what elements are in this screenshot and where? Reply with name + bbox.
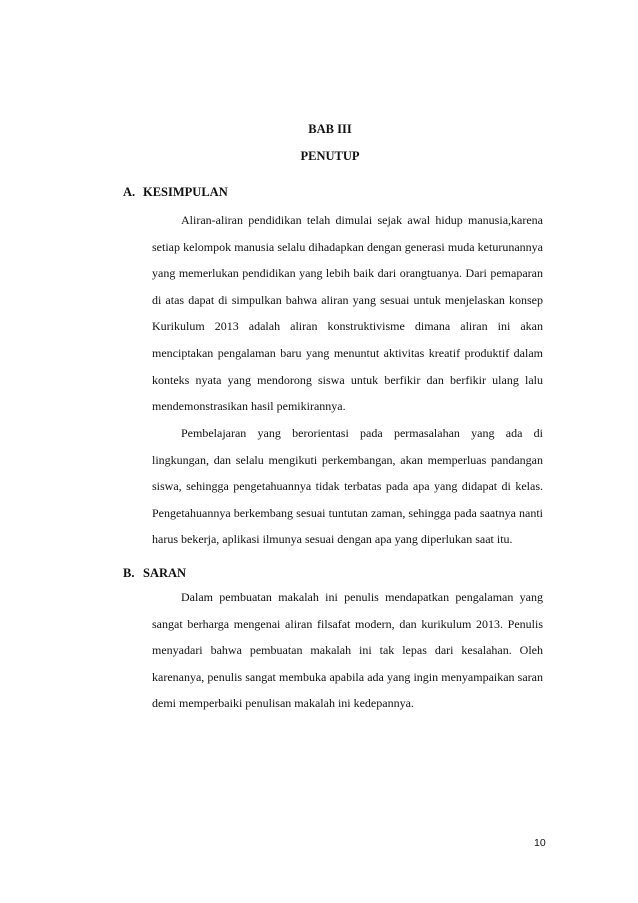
paragraph-kesimpulan-1: Aliran-aliran pendidikan telah dimulai sejak awal hidup manusia,karena setiap kelompok manusia selalu dihadapkan dengan generasi muda keturunannya yang memerlukan pendidikan yang lebih baik dari orangtuanya. Dari pemaparan di atas dapat di simpulkan bahwa aliran yang sesuai untuk menjelaskan konsep Kurikulum 2013 adalah aliran konstruktivisme dimana aliran ini akan menciptakan pengalaman baru yang menuntut aktivitas kreatif produktif dalam konteks nyata yang mendorong siswa untuk berfikir dan berfikir ulang lalu mendemonstrasikan hasil pemikirannya.: [152, 213, 543, 414]
page-number: 10: [534, 837, 546, 849]
section-number: A.: [123, 185, 136, 199]
section-heading-saran: [123, 566, 186, 581]
chapter-title: BAB III: [308, 122, 352, 136]
section-title: KESIMPULAN: [143, 185, 228, 199]
section-title: SARAN: [143, 566, 187, 580]
chapter-subtitle: PENUTUP: [300, 149, 360, 163]
paragraph-kesimpulan-2: Pembelajaran yang berorientasi pada permasalahan yang ada di lingkungan, dan selalu mengikuti perkembangan, akan memperluas pandangan siswa, sehingga pengetahuannya tidak terbatas pada apa yang didapat di kelas. Pengetahuannya berkembang sesuai tuntutan zaman, sehingga pada saatnya nanti harus bekerja, aplikasi ilmunya sesuai dengan apa yang diperlukan saat itu.: [152, 426, 543, 547]
section-heading-kesimpulan: [123, 185, 228, 200]
section-number: B.: [123, 566, 135, 580]
paragraph-saran-1: Dalam pembuatan makalah ini penulis mendapatkan pengalaman yang sangat berharga mengenai aliran filsafat modern, dan kurikulum 2013. Penulis menyadari bahwa pembuatan makalah ini tak lepas dari kesalahan. Oleh karenanya, penulis sangat membuka apabila ada yang ingin menyampaikan saran demi memperbaiki penulisan makalah ini kedepannya.: [152, 590, 543, 711]
